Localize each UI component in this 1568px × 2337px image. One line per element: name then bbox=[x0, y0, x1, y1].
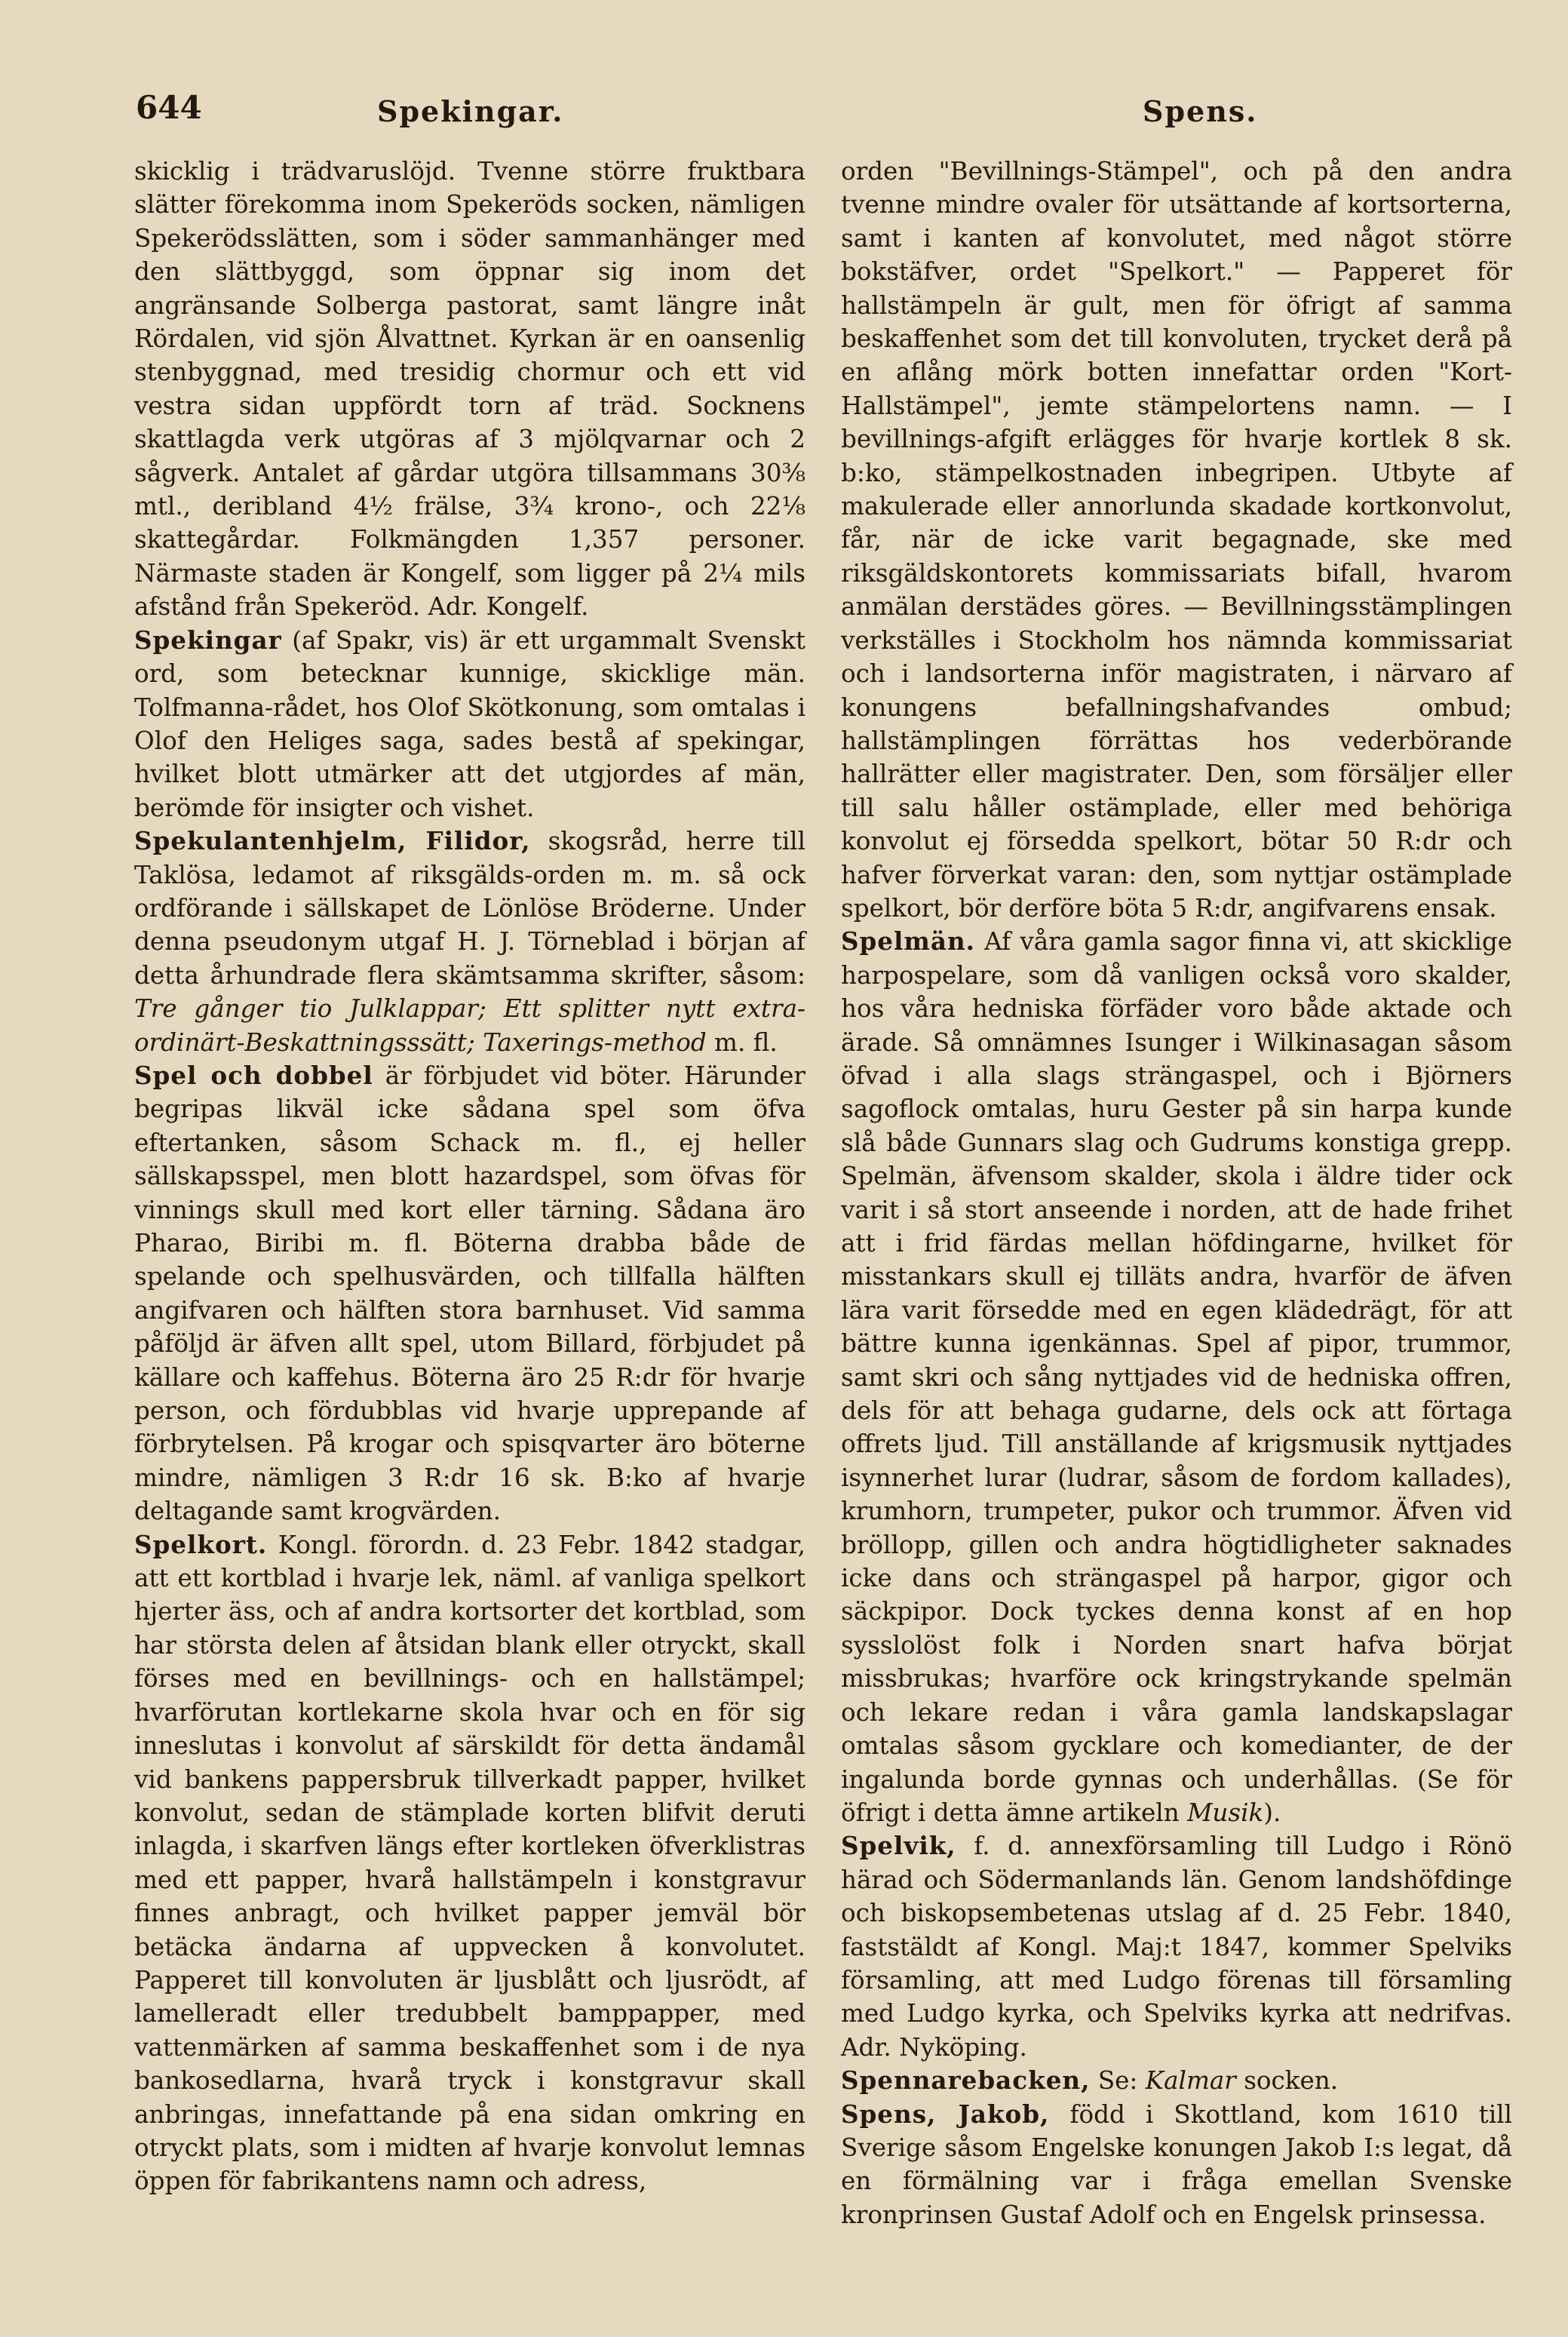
entry-headword: Spennarebacken, bbox=[841, 2065, 1091, 2096]
entry-headword: Spel och dobbel bbox=[134, 1060, 373, 1090]
entry-spelman: Spelmän. Af våra gamla sagor finna vi, att skicklige harpospelare, som då vanligen också voro skalder, hos våra hedniska förfäder voro både aktade och ärade. Så omnämnes Isunger i Wilkinasagan såsom öfvad i alla slags strängaspel, och i Björners sagoflock omtalas, huru Gester på sin harpa kunde slå både Gunnars slag och Gudrums konstiga grepp. Spelmän, äfvensom skalder, skola i äldre tider ock varit i så stort anseende i norden, att de hade frihet att i frid färdas mellan höfdingarne, hvilket för misstankars skull ej tilläts andra, hvarför de äfven lära varit försedde med en egen klädedrägt, för att bättre kunna igenkännas. Spel af pipor, trummor, samt skri och sång nyttjades vid de hedniska offren, dels för att behaga gudarne, dels ock att förtaga offrets ljud. Till anställande af krigsmusik nyttjades isynnerhet lurar (ludrar, såsom de fordom kallades), krumhorn, trumpeter, pukor och trummor. Äfven vid bröllopp, gillen och andra högtidligheter saknades icke dans och strängaspel på harpor, gigor och säckpipor. Dock tyckes denna konst af en hop sysslolöst folk i Norden snart hafva börjat missbrukas; hvarföre ock kringstrykande spelmän och lekare redan i våra gamla landskapslagar omtalas såsom gycklare och komedianter, de der ingalunda borde gynnas och underhållas. (Se för öfrigt i detta ämne artikeln Musik). bbox=[841, 926, 1512, 1827]
right-running-head: Spens. bbox=[1143, 94, 1258, 128]
entry-spens-jakob: Spens, Jakob, född i Skottland, kom 1610 till Sverige såsom Engelske konungen Jakob I:s legat, då en förmälning var i fråga emellan Svenske kronprinsen Gustaf Adolf och en Engelsk prinsessa. bbox=[841, 2099, 1512, 2229]
left-column bbox=[134, 155, 805, 2198]
entry-spelvik: Spelvik, f. d. annexförsamling till Ludgo i Rönö härad och Södermanlands län. Genom landshöfdinge och biskopsembetenas utslag af d. 25 Febr. 1840, faststäldt af Kongl. Maj:t 1847, kommer Spelviks församling, att med Ludgo förenas till församling med Ludgo kyrka, och Spelviks kyrka att nedrifvas. Adr. Nyköping. bbox=[841, 1831, 1512, 2062]
entry-continuation: skicklig i trädvaruslöjd. Tvenne större fruktbara slätter förekomma inom Spekeröds socken, nämligen Spekerödsslätten, som i söder sammanhänger med den slättbyggd, som öppnar sig inom det angränsande Solberga pastorat, samt längre inåt Rördalen, vid sjön Ålvattnet. Kyrkan är en oansenlig stenbyggnad, med tresidig chormur och ett vid vestra sidan uppfördt torn af träd. Socknens skattlagda verk utgöras af 3 mjölqvarnar och 2 sågverk. Antalet af gårdar utgöra tillsammans 30⅜ mtl., deribland 4½ frälse, 3¾ krono-, och 22⅛ skattegårdar. Folkmängden 1,357 personer. Närmaste staden är Kongelf, som ligger på 2¼ mils afstånd från Spekeröd. Adr. Kongelf. bbox=[134, 157, 805, 622]
entry-headword: Spelkort. bbox=[134, 1529, 268, 1559]
entry-spelkort-continuation: orden "Bevillnings-Stämpel", och på den andra tvenne mindre ovaler för utsättande af kortsorterna, samt i kanten af konvolutet, med något större bokstäfver, ordet "Spelkort." — Papperet för hallstämpeln är gult, men för öfrigt af samma beskaffenhet som det till konvoluten, trycket derå på en aflång mörk botten innefattar orden "Kort-Hallstämpel", jemte stämpelortens namn. — I bevillnings-afgift erlägges för hvarje kortlek 8 sk. b:ko, stämpelkostnaden inbegripen. Utbyte af makulerade eller annorlunda skadade kortkonvolut, får, när de icke varit begagnade, ske med riksgäldskontorets kommissariats bifall, hvarom anmälan derstädes göres. — Bevillningsstämplingen verkställes i Stockholm hos nämnda kommissariat och i landsorterna inför magistraten, i närvaro af konungens befallningshafvandes ombud; hallstämplingen förrättas hos vederbörande hallrätter eller magistrater. Den, som försäljer eller till salu håller ostämplade, eller med behöriga konvolut ej försedda spelkort, bötar 50 R:dr och hafver förverkat varan: den, som nyttjar ostämplade spelkort, bör derföre böta 5 R:dr, angifvarens ensak. bbox=[841, 157, 1512, 923]
page-number: 644 bbox=[136, 89, 202, 126]
entry-spel-och-dobbel: Spel och dobbel är förbjudet vid böter. Härunder begripas likväl icke sådana spel som öfva eftertanken, såsom Schack m. fl., ej heller sällskapsspel, men blott hazardspel, som öfvas för vinnings skull med kort eller tärning. Sådana äro Pharao, Biribi m. fl. Böterna drabba både de spelande och spelhusvärden, och tillfalla hälften angifvaren och hälften stora barnhuset. Vid samma påföljd är äfven allt spel, utom Billard, förbjudet på källare och kaffehus. Böterna äro 25 R:dr för hvarje person, och fördubblas vid hvarje upprepande af förbrytelsen. På krogar och spisqvarter äro böterne mindre, nämligen 3 R:dr 16 sk. B:ko af hvarje deltagande samt krogvärden. bbox=[134, 1060, 805, 1526]
entry-headword: Spens, Jakob, bbox=[841, 2099, 1050, 2129]
entry-spelkort: Spelkort. Kongl. förordn. d. 23 Febr. 1842 stadgar, att ett kortblad i hvarje lek, näml. af vanliga spelkort hjerter äss, och af andra kortsorter det kortblad, som har största delen af åtsidan blank eller otryckt, skall förses med en bevillnings- och en hallstämpel; hvarförutan kortlekarne skola hvar och en för sig inneslutas i konvolut af särskildt för detta ändamål vid bankens pappersbruk tillverkadt papper, hvilket konvolut, sedan de stämplade korten blifvit deruti inlagda, i skarfven längs efter kortleken öfverklistras med ett papper, hvarå hallstämpeln i konstgravur finnes anbragt, och hvilket papper jemväl bör betäcka ändarna af uppvecken å konvolutet. Papperet till konvoluten är ljusblått och ljusrödt, af lamelleradt eller tredubbelt bamppapper, med vattenmärken af samma beskaffenhet som i de nya bankosedlarna, hvarå tryck i konstgravur skall anbringas, innefattande på ena sidan omkring en otryckt plats, som i midten af hvarje konvolut lemnas öppen för fabrikantens namn och adress, bbox=[134, 1529, 805, 2196]
right-column bbox=[841, 155, 1512, 2231]
entry-spennarebacken: Spennarebacken, Se: Kalmar socken. bbox=[841, 2065, 1339, 2096]
entry-headword: Spelvik, bbox=[841, 1831, 956, 1861]
entry-headword: Spekulantenhjelm, Filidor, bbox=[134, 826, 531, 856]
left-running-head: Spekingar. bbox=[377, 94, 564, 128]
entry-headword: Spekingar bbox=[134, 625, 282, 655]
entry-headword: Spelmän. bbox=[841, 926, 976, 957]
entry-spekulantenhjelm: Spekulantenhjelm, Filidor, skogsråd, herre till Taklösa, ledamot af riksgälds-orden m. m. så ock ordförande i sällskapet de Lönlöse Bröderne. Under denna pseudonym utgaf H. J. Törneblad i början af detta århundrade flera skämtsamma skrifter, såsom: Tre gånger tio Julklappar; Ett splitter nytt extra-ordinärt-Beskattningsssätt; Taxerings-method m. fl. bbox=[134, 826, 805, 1057]
entry-spekingar: Spekingar (af Spakr, vis) är ett urgammalt Svenskt ord, som betecknar kunnige, skicklige män. Tolfmanna-rådet, hos Olof Skötkonung, som omtalas i Olof den Heliges saga, sades bestå af spekingar, hvilket blott utmärker att det utgjordes af män, berömde för insigter och vishet. bbox=[134, 625, 805, 822]
